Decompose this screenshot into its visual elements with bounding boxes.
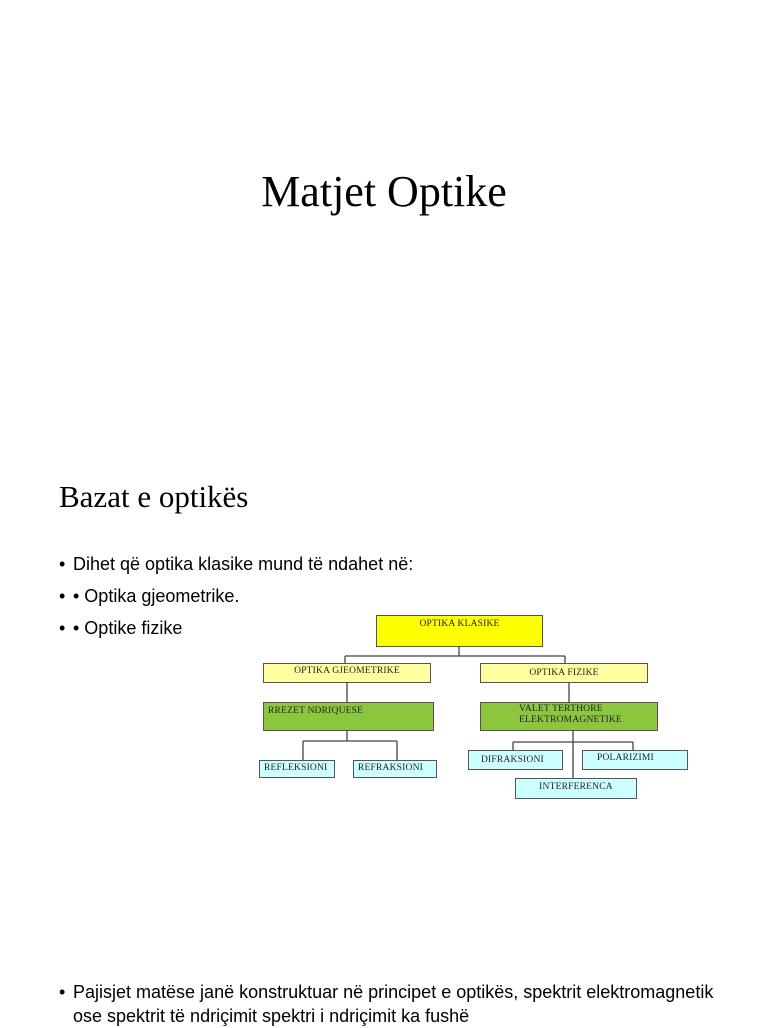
node-optika-gjeometrike: OPTIKA GJEOMETRIKE [263, 663, 431, 683]
node-rrezet-ndriquese: RREZET NDRIQUESE [263, 702, 434, 731]
optics-diagram [255, 605, 695, 805]
node-valet-line2: ELEKTROMAGNETIKE [519, 715, 622, 725]
node-optika-fizike: OPTIKA FIZIKE [480, 663, 648, 683]
node-difraksioni: DIFRAKSIONI [468, 750, 563, 770]
bullet-item: • • Optike fizike [59, 612, 413, 644]
node-interferenca: INTERFERENCA [515, 778, 637, 799]
node-refleksioni: REFLEKSIONI [259, 760, 335, 778]
node-refraksioni: REFRAKSIONI [353, 760, 437, 778]
slide-title: Matjet Optike [261, 167, 507, 216]
node-valet-terthore [480, 702, 658, 731]
node-polarizimi: POLARIZIMI [582, 750, 688, 770]
node-optika-klasike: OPTIKA KLASIKE [376, 615, 543, 647]
bullet-item: • Dihet që optika klasike mund të ndahet në: [59, 548, 413, 580]
bullet-item: • • Optika gjeometrike. [59, 580, 413, 612]
bottom-bullet-list [59, 980, 719, 1028]
section-title: Bazat e optikës [59, 479, 249, 514]
node-valet-line1: VALET TERTHORE [519, 704, 603, 714]
bottom-bullet-item: • Pajisjet matëse janë konstruktuar në principet e optikës, spektrit elektromagnetik ose spektrit të ndriçimit spektri i ndriçimit ka fushë [59, 980, 719, 1028]
